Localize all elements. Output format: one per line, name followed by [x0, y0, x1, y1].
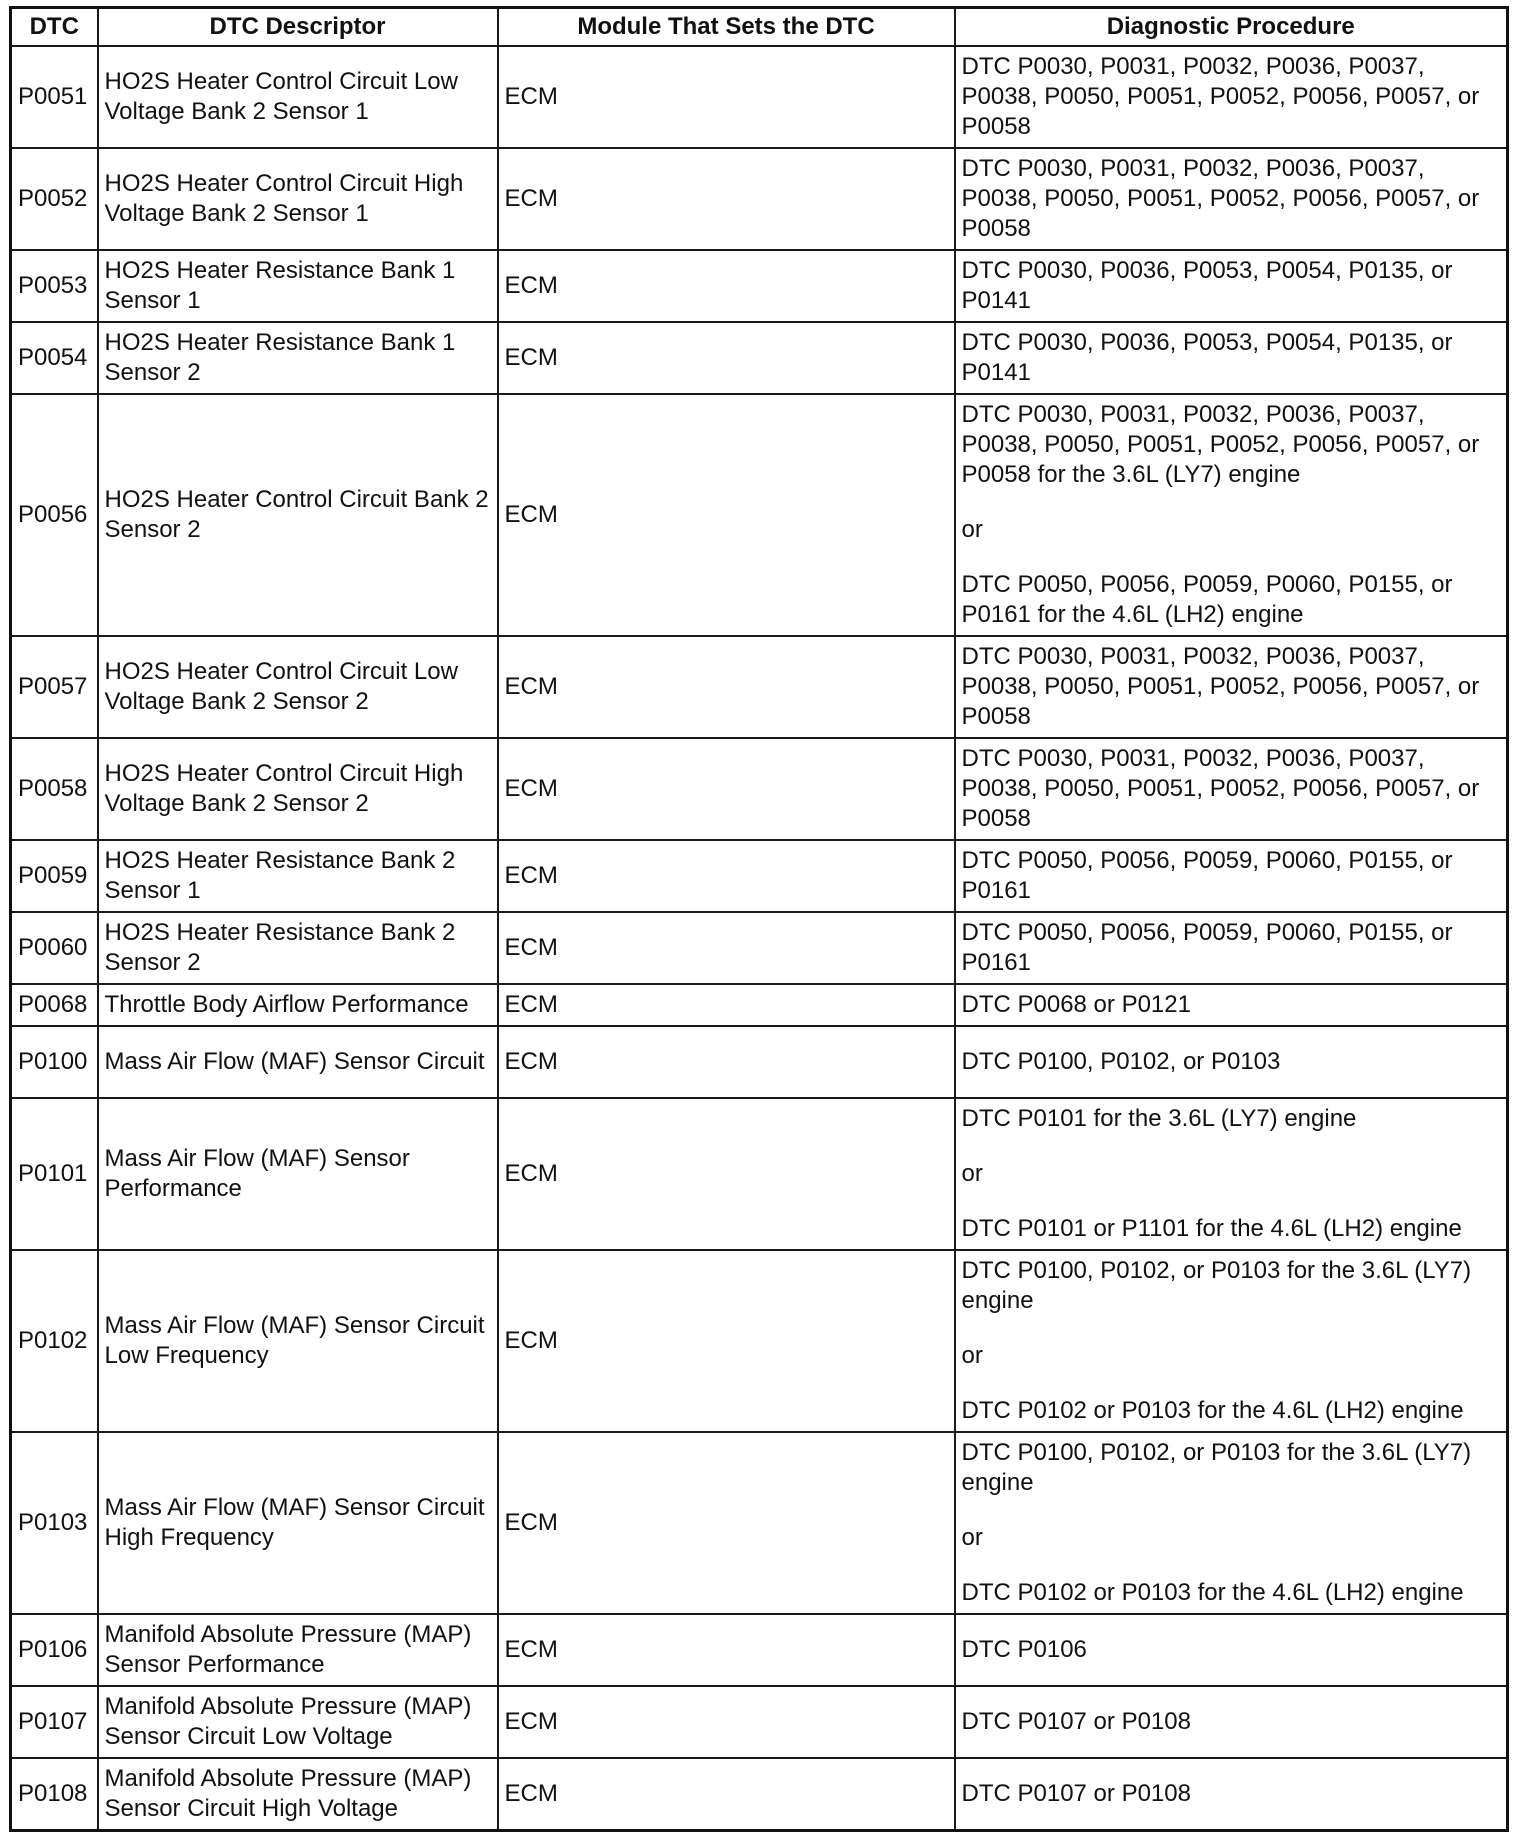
dtc-code-cell: P0053 [11, 250, 98, 322]
module-cell: ECM [498, 394, 955, 636]
procedure-line: DTC P0101 for the 3.6L (LY7) engine [961, 1105, 1357, 1132]
table-row [11, 840, 1508, 912]
dtc-code-cell: P0051 [11, 46, 98, 148]
header-procedure: Diagnostic Procedure [955, 8, 1508, 47]
dtc-descriptor-cell: HO2S Heater Resistance Bank 2 Sensor 1 [98, 840, 498, 912]
procedure-line: DTC P0102 or P0103 for the 4.6L (LH2) engine [961, 1397, 1464, 1424]
module-cell: ECM [498, 1250, 955, 1432]
dtc-descriptor-cell: Manifold Absolute Pressure (MAP) Sensor Circuit Low Voltage [98, 1686, 498, 1758]
dtc-code-cell: P0058 [11, 738, 98, 840]
dtc-descriptor-cell: HO2S Heater Resistance Bank 1 Sensor 1 [98, 250, 498, 322]
procedure-line: DTC P0030, P0031, P0032, P0036, P0037, P0038, P0050, P0051, P0052, P0056, P0057, or P0058 [961, 53, 1480, 140]
procedure-line: DTC P0106 [961, 1636, 1087, 1663]
diagnostic-procedure-cell [955, 1758, 1508, 1830]
module-cell: ECM [498, 1098, 955, 1250]
dtc-descriptor-cell: HO2S Heater Control Circuit High Voltage Bank 2 Sensor 1 [98, 148, 498, 250]
procedure-line: or [961, 1342, 983, 1369]
diagnostic-procedure-cell [955, 394, 1508, 636]
procedure-line: or [961, 516, 983, 543]
header-module: Module That Sets the DTC [498, 8, 955, 47]
module-cell: ECM [498, 636, 955, 738]
dtc-code-cell: P0059 [11, 840, 98, 912]
table-row [11, 250, 1508, 322]
diagnostic-procedure-cell [955, 840, 1508, 912]
module-cell: ECM [498, 1758, 955, 1830]
header-dtc: DTC [11, 8, 98, 47]
dtc-descriptor-cell: Mass Air Flow (MAF) Sensor Circuit Low Frequency [98, 1250, 498, 1432]
diagnostic-procedure-cell [955, 912, 1508, 984]
dtc-descriptor-cell: Mass Air Flow (MAF) Sensor Circuit High Frequency [98, 1432, 498, 1614]
dtc-descriptor-cell: Throttle Body Airflow Performance [98, 984, 498, 1026]
table-header [11, 8, 1508, 47]
procedure-line: DTC P0107 or P0108 [961, 1779, 1191, 1807]
table-row [11, 322, 1508, 394]
procedure-line: or [961, 1524, 983, 1551]
table-row [11, 46, 1508, 148]
table-body [11, 46, 1508, 1830]
procedure-line: DTC P0030, P0031, P0032, P0036, P0037, P0038, P0050, P0051, P0052, P0056, P0057, or P0058 [961, 155, 1480, 242]
table-row [11, 1686, 1508, 1758]
table-row [11, 1250, 1508, 1432]
header-row [11, 8, 1508, 47]
table-row [11, 912, 1508, 984]
table-row [11, 984, 1508, 1026]
dtc-descriptor-cell: HO2S Heater Control Circuit Bank 2 Sensor 2 [98, 394, 498, 636]
module-cell: ECM [498, 148, 955, 250]
diagnostic-procedure-cell [955, 1026, 1508, 1098]
module-cell: ECM [498, 1026, 955, 1098]
dtc-code-cell: P0054 [11, 322, 98, 394]
diagnostic-procedure-cell [955, 250, 1508, 322]
diagnostic-procedure-cell [955, 1250, 1508, 1432]
diagnostic-procedure-cell [955, 148, 1508, 250]
module-cell: ECM [498, 912, 955, 984]
module-cell: ECM [498, 250, 955, 322]
module-cell: ECM [498, 840, 955, 912]
dtc-code-cell: P0107 [11, 1686, 98, 1758]
procedure-line: DTC P0102 or P0103 for the 4.6L (LH2) engine [961, 1579, 1464, 1606]
dtc-code-cell: P0052 [11, 148, 98, 250]
dtc-code-cell: P0103 [11, 1432, 98, 1614]
dtc-descriptor-cell: Mass Air Flow (MAF) Sensor Performance [98, 1098, 498, 1250]
procedure-line: DTC P0030, P0036, P0053, P0054, P0135, or P0141 [961, 257, 1453, 314]
dtc-code-cell: P0056 [11, 394, 98, 636]
diagnostic-procedure-cell [955, 46, 1508, 148]
module-cell: ECM [498, 984, 955, 1026]
diagnostic-procedure-cell [955, 1432, 1508, 1614]
dtc-code-cell: P0101 [11, 1098, 98, 1250]
header-descriptor: DTC Descriptor [98, 8, 498, 47]
procedure-line: DTC P0050, P0056, P0059, P0060, P0155, or P0161 [961, 847, 1453, 904]
procedure-line: or [961, 1160, 983, 1187]
dtc-descriptor-cell: Manifold Absolute Pressure (MAP) Sensor Performance [98, 1614, 498, 1686]
table-row [11, 1098, 1508, 1250]
dtc-descriptor-cell: HO2S Heater Control Circuit Low Voltage Bank 2 Sensor 2 [98, 636, 498, 738]
table-row [11, 148, 1508, 250]
diagnostic-procedure-cell [955, 1614, 1508, 1686]
procedure-line: DTC P0100, P0102, or P0103 for the 3.6L (LY7) engine [961, 1257, 1472, 1314]
table-row [11, 1432, 1508, 1614]
dtc-descriptor-cell: HO2S Heater Control Circuit High Voltage Bank 2 Sensor 2 [98, 738, 498, 840]
dtc-code-cell: P0060 [11, 912, 98, 984]
dtc-descriptor-cell: Manifold Absolute Pressure (MAP) Sensor Circuit High Voltage [98, 1758, 498, 1830]
procedure-line: DTC P0068 or P0121 [961, 991, 1191, 1018]
dtc-descriptor-cell: HO2S Heater Control Circuit Low Voltage Bank 2 Sensor 1 [98, 46, 498, 148]
table-row [11, 394, 1508, 636]
dtc-descriptor-cell: HO2S Heater Resistance Bank 2 Sensor 2 [98, 912, 498, 984]
dtc-code-cell: P0102 [11, 1250, 98, 1432]
table-row [11, 1614, 1508, 1686]
procedure-line: DTC P0100, P0102, or P0103 [961, 1048, 1281, 1075]
dtc-code-cell: P0106 [11, 1614, 98, 1686]
procedure-line: DTC P0101 or P1101 for the 4.6L (LH2) engine [961, 1215, 1462, 1242]
procedure-line: DTC P0030, P0031, P0032, P0036, P0037, P0038, P0050, P0051, P0052, P0056, P0057, or P0058 [961, 643, 1480, 730]
dtc-descriptor-cell: HO2S Heater Resistance Bank 1 Sensor 2 [98, 322, 498, 394]
procedure-line: DTC P0100, P0102, or P0103 for the 3.6L (LY7) engine [961, 1439, 1472, 1496]
module-cell: ECM [498, 46, 955, 148]
diagnostic-procedure-cell [955, 1098, 1508, 1250]
procedure-line: DTC P0050, P0056, P0059, P0060, P0155, or P0161 [961, 919, 1453, 976]
module-cell: ECM [498, 738, 955, 840]
procedure-line: DTC P0030, P0036, P0053, P0054, P0135, or P0141 [961, 329, 1453, 386]
table-row [11, 1758, 1508, 1830]
diagnostic-procedure-cell [955, 984, 1508, 1026]
diagnostic-procedure-cell [955, 636, 1508, 738]
dtc-code-cell: P0068 [11, 984, 98, 1026]
dtc-code-cell: P0108 [11, 1758, 98, 1830]
dtc-table [9, 6, 1509, 1832]
dtc-code-cell: P0057 [11, 636, 98, 738]
module-cell: ECM [498, 1614, 955, 1686]
module-cell: ECM [498, 1432, 955, 1614]
procedure-line: DTC P0107 or P0108 [961, 1708, 1191, 1735]
table-row [11, 636, 1508, 738]
dtc-code-cell: P0100 [11, 1026, 98, 1098]
procedure-line: DTC P0030, P0031, P0032, P0036, P0037, P0038, P0050, P0051, P0052, P0056, P0057, or P0058 [961, 745, 1480, 832]
diagnostic-procedure-cell [955, 738, 1508, 840]
module-cell: ECM [498, 322, 955, 394]
procedure-line: DTC P0030, P0031, P0032, P0036, P0037, P0038, P0050, P0051, P0052, P0056, P0057, or P0058 for the 3.6L (LY7) engine [961, 401, 1480, 488]
diagnostic-procedure-cell [955, 1686, 1508, 1758]
diagnostic-procedure-cell [955, 322, 1508, 394]
module-cell: ECM [498, 1686, 955, 1758]
table-row [11, 1026, 1508, 1098]
procedure-line: DTC P0050, P0056, P0059, P0060, P0155, or P0161 for the 4.6L (LH2) engine [961, 571, 1453, 628]
table-row [11, 738, 1508, 840]
dtc-descriptor-cell: Mass Air Flow (MAF) Sensor Circuit [98, 1026, 498, 1098]
